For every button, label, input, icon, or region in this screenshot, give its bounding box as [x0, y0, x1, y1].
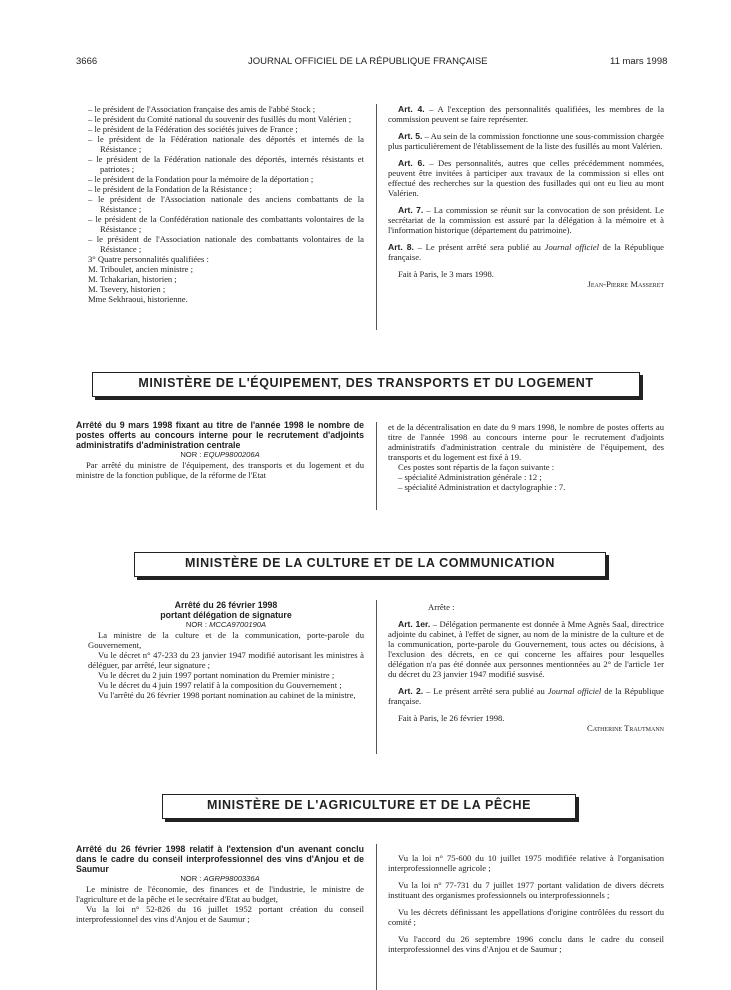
list-item: – le président de la Fédération nationale des déportés et internés de la Résistance ; — [88, 134, 364, 154]
list-item: – spécialité Administration générale : 12 ; — [398, 472, 542, 482]
arrete-subtitle: portant délégation de signature — [160, 610, 292, 620]
list-item: – le président de l'Association nationale des combattants volontaires de la Résistance ; — [88, 234, 364, 254]
column-divider — [376, 422, 377, 510]
s2-right-column — [388, 422, 664, 492]
s4-right-column — [388, 846, 664, 954]
visa-paragraph: Vu l'accord du 26 septembre 1996 conclu dans le cadre du conseil interprofessionnel des vins d'Anjou et de Saumur ; — [388, 934, 664, 954]
signature: Jean-Pierre Masseret — [587, 279, 664, 289]
fait-a-paris: Fait à Paris, le 26 février 1998. — [398, 713, 505, 723]
s4-left-column — [76, 844, 364, 924]
list-item: – le président de la Fondation de la Résistance ; — [88, 184, 252, 194]
page-number: 3666 — [76, 56, 98, 67]
column-divider — [376, 104, 377, 330]
article-4: Art. 4. – A l'exception des personnalités qualifiées, les membres de la commission peuvent se faire représenter. — [388, 104, 665, 124]
arrete-title: Arrêté du 26 février 1998 relatif à l'extension d'un avenant conclu dans le cadre du conseil interprofessionnel des vins d'Anjou et de Saumur — [76, 844, 364, 874]
column-divider — [376, 600, 377, 754]
person-item: M. Triboulet, ancien ministre ; — [88, 264, 194, 274]
qualified-persons-heading: 3° Quatre personnalités qualifiées : — [88, 254, 209, 264]
list-item: – le président de l'Association nationale des anciens combattants de la Résistance ; — [88, 194, 364, 214]
visa-paragraph: Vu la loi n° 75-600 du 10 juillet 1975 modifiée relative à l'organisation interprofessionnelle agricole ; — [388, 853, 664, 873]
arrete-body-continued: et de la décentralisation en date du 9 mars 1998, le nombre de postes offerts au titre de l'année 1998 au concours interne pour le recrutement d'adjoints administratifs d'administration centrale du ministère de l'équipement, des transports et du logement est fixé à 19. — [388, 422, 664, 462]
list-item: – le président du Comité national du souvenir des fusillés du mont Valérien ; — [88, 114, 352, 124]
list-item: – le président de la Fondation pour la mémoire de la déportation ; — [88, 174, 314, 184]
ministry-banner-agriculture: MINISTÈRE DE L'AGRICULTURE ET DE LA PÊCHE — [162, 794, 576, 819]
issue-date: 11 mars 1998 — [610, 56, 668, 67]
visa-paragraph: Le ministre de l'économie, des finances et de l'industrie, le ministre de l'agriculture et de la pêche et le secrétaire d'Etat au budget, — [76, 884, 364, 904]
s1-left-column — [88, 104, 364, 304]
s2-left-column — [76, 420, 364, 480]
list-item: – le président de l'Association française des amis de l'abbé Stock ; — [88, 104, 316, 114]
column-divider — [376, 844, 377, 990]
journal-title: JOURNAL OFFICIEL DE LA RÉPUBLIQUE FRANÇAISE — [248, 56, 488, 67]
arrete-keyword: Arrête : — [428, 602, 455, 612]
arrete-title: Arrêté du 26 février 1998 — [174, 600, 278, 610]
arrete-body: Par arrêté du ministre de l'équipement, des transports et du logement et du ministre de la fonction publique, de la réforme de l'Etat — [76, 460, 364, 480]
article-1: Art. 1er. – Délégation permanente est donnée à Mme Agnès Saal, directrice adjointe du cabinet, à l'effet de signer, au nom de la ministre de la culture et de la communication, porte-parole du Gouvernement, tous actes ou décisions, à l'exclusion des décrets, en ce qui concerne les affaires pour lesquelles délégation n'a pas été donnée aux personnes mentionnées au 2° de l'article 1er du décret du 23 janvier 1947 modifié susvisé. — [388, 619, 664, 679]
list-item: – le président de la Fédération des sociétés juives de France ; — [88, 124, 298, 134]
person-item: Mme Sekhraoui, historienne. — [88, 294, 188, 304]
person-item: M. Tchakarian, historien ; — [88, 274, 177, 284]
s1-right-column — [388, 104, 664, 289]
article-8: Art. 8. – Le présent arrêté sera publié au Journal officiel de la République française. — [388, 242, 664, 262]
article-5: Art. 5. – Au sein de la commission fonctionne une sous-commission chargée plus particulièrement de l'établissement de la liste des fusillés au mont Valérien. — [388, 131, 664, 151]
list-item: – le président de la Confédération nationale des combattants volontaires de la Résistance ; — [88, 214, 364, 234]
visa-paragraph: Vu le décret n° 47-233 du 23 janvier 1947 modifié autorisant les ministres à déléguer, par arrêté, leur signature ; — [88, 650, 364, 670]
visa-paragraph: La ministre de la culture et de la communication, porte-parole du Gouvernement, — [88, 630, 364, 650]
fait-a-paris: Fait à Paris, le 3 mars 1998. — [398, 269, 494, 279]
signature: Catherine Trautmann — [587, 723, 664, 733]
article-2: Art. 2. – Le présent arrêté sera publié au Journal officiel de la République française. — [388, 686, 664, 706]
list-item: – spécialité Administration et dactylographie : 7. — [398, 482, 566, 492]
postes-repartition: Ces postes sont répartis de la façon suivante : — [398, 462, 555, 472]
visa-paragraph: Vu le décret du 2 juin 1997 portant nomination du Premier ministre ; — [98, 670, 335, 680]
article-7: Art. 7. – La commission se réunit sur la convocation de son président. Le secrétariat de la commission est assuré par la délégation à la mémoire et à l'information historique (département du patrimoine). — [388, 205, 664, 235]
article-6: Art. 6. – Des personnalités, autres que celles précédemment nommées, peuvent être invitées à participer aux travaux de la commission si elles ont effectué des recherches sur la question des fusillades qui ont eu lieu au mont Valérien. — [388, 158, 665, 198]
visa-paragraph: Vu l'arrêté du 26 février 1998 portant nomination au cabinet de la ministre, — [98, 690, 356, 700]
visa-paragraph: Vu le décret du 4 juin 1997 relatif à la composition du Gouvernement ; — [98, 680, 342, 690]
nor-reference: NOR : EQUP9800206A — [180, 450, 260, 459]
person-item: M. Tsevery, historien ; — [88, 284, 166, 294]
nor-reference: NOR : MCCA9700190A — [185, 620, 267, 629]
nor-reference: NOR : AGRP9800336A — [180, 874, 260, 883]
ministry-banner-culture: MINISTÈRE DE LA CULTURE ET DE LA COMMUNICATION — [134, 552, 606, 577]
ministry-banner-equipement: MINISTÈRE DE L'ÉQUIPEMENT, DES TRANSPORTS ET DU LOGEMENT — [92, 372, 640, 397]
arrete-title: Arrêté du 9 mars 1998 fixant au titre de l'année 1998 le nombre de postes offerts au concours interne pour le recrutement d'adjoints administratifs d'administration centrale — [76, 420, 364, 450]
list-item: – le président de la Fédération nationale des déportés, internés résistants et patriotes ; — [88, 154, 364, 174]
s3-right-column — [388, 602, 664, 733]
s3-left-column — [88, 600, 364, 700]
visa-paragraph: Vu la loi n° 52-826 du 16 juillet 1952 portant création du conseil interprofessionnel des vins d'Anjou et de Saumur ; — [76, 904, 364, 924]
visa-paragraph: Vu les décrets définissant les appellations d'origine contrôlées du ressort du comité ; — [388, 907, 664, 927]
visa-paragraph: Vu la loi n° 77-731 du 7 juillet 1977 portant validation de divers décrets instituant des organismes professionnels ou interprofessionnels ; — [388, 880, 664, 900]
